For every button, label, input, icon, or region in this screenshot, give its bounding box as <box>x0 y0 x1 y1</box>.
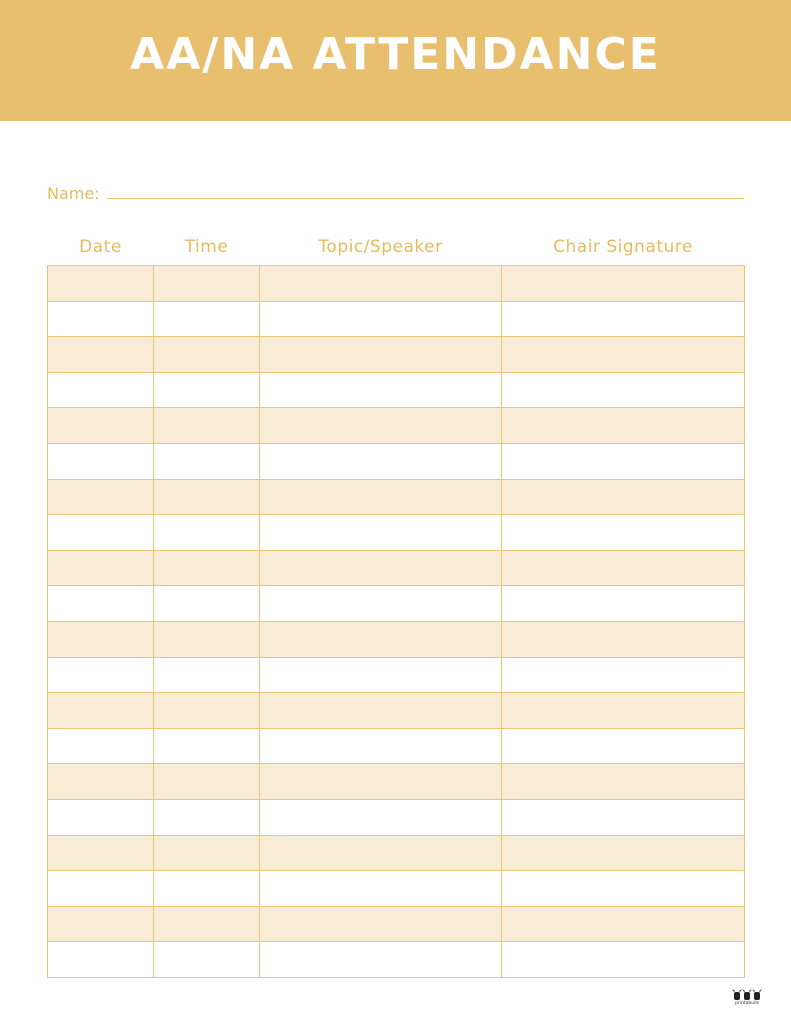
table-cell[interactable] <box>502 871 745 907</box>
table-cell[interactable] <box>260 372 502 408</box>
table-cell[interactable] <box>260 337 502 373</box>
table-cell[interactable] <box>48 266 154 302</box>
table-cell[interactable] <box>48 621 154 657</box>
table-cell[interactable] <box>154 301 260 337</box>
table-cell[interactable] <box>154 728 260 764</box>
table-cell[interactable] <box>260 586 502 622</box>
table-cell[interactable] <box>260 799 502 835</box>
table-row <box>48 621 745 657</box>
table-cell[interactable] <box>48 515 154 551</box>
name-field[interactable] <box>107 198 744 199</box>
table-cell[interactable] <box>260 479 502 515</box>
table-cell[interactable] <box>502 443 745 479</box>
table-cell[interactable] <box>502 693 745 729</box>
table-cell[interactable] <box>48 550 154 586</box>
table-cell[interactable] <box>154 443 260 479</box>
table-row <box>48 443 745 479</box>
table-cell[interactable] <box>502 799 745 835</box>
table-cell[interactable] <box>48 764 154 800</box>
table-cell[interactable] <box>48 408 154 444</box>
table-cell[interactable] <box>154 550 260 586</box>
table-cell[interactable] <box>502 764 745 800</box>
table-cell[interactable] <box>260 266 502 302</box>
column-header-date: Date <box>79 236 122 257</box>
table-row <box>48 871 745 907</box>
table-cell[interactable] <box>48 728 154 764</box>
table-row <box>48 728 745 764</box>
table-cell[interactable] <box>48 906 154 942</box>
table-cell[interactable] <box>502 301 745 337</box>
page-title: AA/NA ATTENDANCE <box>130 29 661 80</box>
column-header-chair-signature: Chair Signature <box>553 236 693 257</box>
printabulls-logo <box>731 988 763 1008</box>
table-cell[interactable] <box>154 586 260 622</box>
table-row <box>48 586 745 622</box>
table-cell[interactable] <box>260 515 502 551</box>
table-row <box>48 764 745 800</box>
table-cell[interactable] <box>154 479 260 515</box>
table-cell[interactable] <box>260 408 502 444</box>
table-cell[interactable] <box>502 479 745 515</box>
column-header-time: Time <box>184 236 229 257</box>
table-cell[interactable] <box>502 728 745 764</box>
table-cell[interactable] <box>260 621 502 657</box>
table-row <box>48 479 745 515</box>
table-row <box>48 301 745 337</box>
table-cell[interactable] <box>48 871 154 907</box>
table-cell[interactable] <box>48 479 154 515</box>
table-cell[interactable] <box>260 550 502 586</box>
table-cell[interactable] <box>502 408 745 444</box>
table-cell[interactable] <box>48 443 154 479</box>
table-cell[interactable] <box>502 372 745 408</box>
table-cell[interactable] <box>260 871 502 907</box>
table-cell[interactable] <box>48 586 154 622</box>
table-row <box>48 515 745 551</box>
table-header-row <box>48 230 745 266</box>
table-cell[interactable] <box>260 693 502 729</box>
table-cell[interactable] <box>502 266 745 302</box>
table-cell[interactable] <box>260 301 502 337</box>
table-row <box>48 835 745 871</box>
table-cell[interactable] <box>502 906 745 942</box>
table-row <box>48 550 745 586</box>
table-cell[interactable] <box>48 835 154 871</box>
table-cell[interactable] <box>502 621 745 657</box>
table-cell[interactable] <box>154 871 260 907</box>
table-cell[interactable] <box>48 372 154 408</box>
table-body <box>48 266 745 978</box>
table-cell[interactable] <box>502 337 745 373</box>
table-cell[interactable] <box>48 301 154 337</box>
table-cell[interactable] <box>260 835 502 871</box>
table-cell[interactable] <box>260 728 502 764</box>
table-cell[interactable] <box>260 942 502 978</box>
table-row <box>48 799 745 835</box>
name-row <box>47 180 744 204</box>
table-cell[interactable] <box>260 657 502 693</box>
table-row <box>48 693 745 729</box>
table-row <box>48 337 745 373</box>
table-cell[interactable] <box>154 835 260 871</box>
table-row <box>48 266 745 302</box>
name-label: Name: <box>47 184 100 203</box>
table-cell[interactable] <box>154 515 260 551</box>
table-cell[interactable] <box>154 693 260 729</box>
column-header-topic-speaker: Topic/Speaker <box>318 236 443 257</box>
table-cell[interactable] <box>48 657 154 693</box>
table-cell[interactable] <box>154 337 260 373</box>
attendance-table-wrap <box>47 230 744 978</box>
table-row <box>48 942 745 978</box>
table-cell[interactable] <box>154 906 260 942</box>
table-cell[interactable] <box>260 906 502 942</box>
table-cell[interactable] <box>502 942 745 978</box>
table-cell[interactable] <box>154 657 260 693</box>
table-cell[interactable] <box>502 515 745 551</box>
table-row <box>48 372 745 408</box>
table-row <box>48 408 745 444</box>
table-cell[interactable] <box>154 408 260 444</box>
table-cell[interactable] <box>48 799 154 835</box>
table-cell[interactable] <box>154 942 260 978</box>
table-cell[interactable] <box>502 586 745 622</box>
table-cell[interactable] <box>154 621 260 657</box>
table-row <box>48 906 745 942</box>
table-cell[interactable] <box>48 337 154 373</box>
header-band <box>0 0 791 121</box>
table-cell[interactable] <box>48 942 154 978</box>
table-cell[interactable] <box>502 550 745 586</box>
table-cell[interactable] <box>48 693 154 729</box>
table-cell[interactable] <box>260 443 502 479</box>
table-cell[interactable] <box>154 372 260 408</box>
credit-text: printabulls <box>735 1001 759 1006</box>
table-row <box>48 657 745 693</box>
attendance-table <box>47 230 745 978</box>
table-cell[interactable] <box>154 266 260 302</box>
table-cell[interactable] <box>502 835 745 871</box>
table-cell[interactable] <box>502 657 745 693</box>
table-cell[interactable] <box>260 764 502 800</box>
table-cell[interactable] <box>154 799 260 835</box>
table-cell[interactable] <box>154 764 260 800</box>
